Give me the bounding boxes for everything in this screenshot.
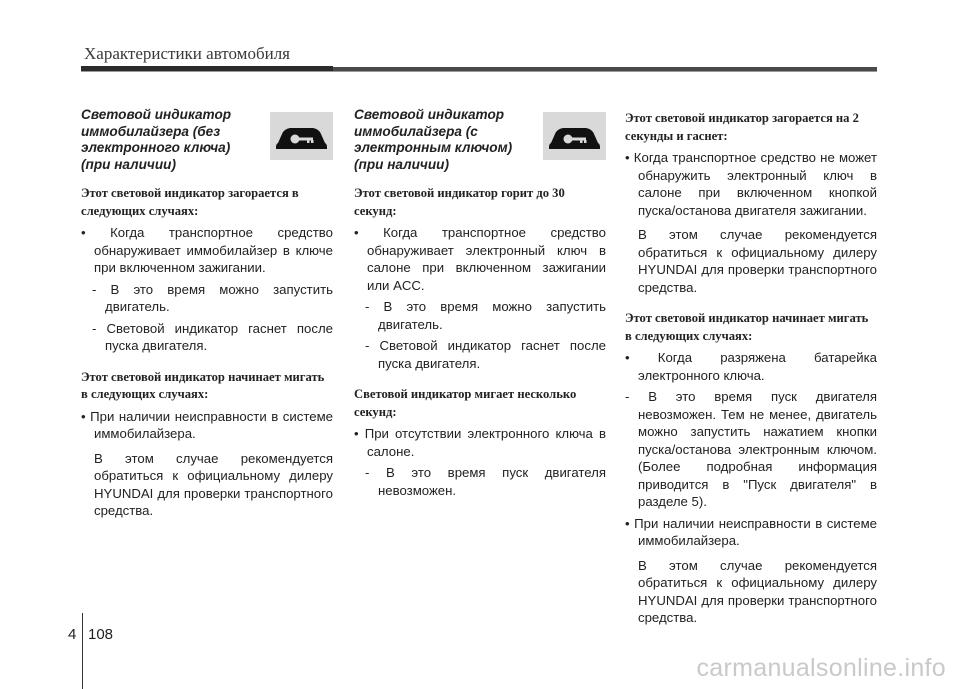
page-number: 108 — [88, 626, 114, 643]
column-immobilizer-no-smart-key — [81, 107, 333, 520]
list-item: • Когда транспортное средство обнаруживает электронный ключ в салоне при включенном зажигании или ACC. — [354, 225, 606, 293]
page-number-divider — [82, 613, 83, 689]
list-item: • При наличии неисправности в системе иммобилайзера. — [625, 515, 877, 548]
header-title: Характеристики автомобиля — [84, 44, 290, 63]
header-rule-thin — [81, 71, 877, 72]
list-item: • Когда разряжена батарейка электронного ключа. — [625, 350, 877, 383]
list-subitem: - В это время можно запустить двигатель. — [365, 299, 606, 332]
list-item: • При отсутствии электронного ключа в салоне. — [354, 426, 606, 459]
condition-heading: Этот световой индикатор загорается на 2 секунды и гаснет: — [625, 111, 859, 143]
condition-heading: Этот световой индикатор горит до 30 секунд: — [354, 186, 565, 218]
paragraph: В этом случае рекомендуется обратиться к официальному дилеру HYUNDAI для проверки транспортного средства. — [94, 450, 333, 518]
paragraph: В этом случае рекомендуется обратиться к официальному дилеру HYUNDAI для проверки транспортного средства. — [638, 227, 877, 295]
watermark: carmanualsonline.info — [696, 654, 946, 682]
condition-heading: Этот световой индикатор начинает мигать в следующих случаях: — [81, 369, 325, 401]
list-subitem: - Световой индикатор гаснет после пуска двигателя. — [92, 320, 333, 353]
column-immobilizer-smart-key — [354, 107, 606, 499]
list-subitem: - В это время пуск двигателя невозможен. — [365, 465, 606, 498]
condition-heading: Этот световой индикатор начинает мигать в следующих случаях: — [625, 311, 869, 343]
list-item: • При наличии неисправности в системе иммобилайзера. — [81, 408, 333, 441]
condition-heading: Световой индикатор мигает несколько секунд: — [354, 387, 577, 419]
list-item: - В это время пуск двигателя невозможен. Тем не менее, двигатель можно запустить нажатием кнопки пуска/останова электронным ключом. (Более подробная информация приводится в "Пуск двигателя" в разделе 5). — [625, 389, 877, 509]
header-rule-accent — [81, 66, 333, 71]
list-item: • Когда транспортное средство обнаруживает иммобилайзер в ключе при включенном зажигании. — [81, 225, 333, 275]
paragraph: В этом случае рекомендуется обратиться к официальному дилеру HYUNDAI для проверки транспортного средства. — [638, 557, 877, 625]
chapter-number: 4 — [68, 626, 77, 643]
section-title: Световой индикатор иммобилайзера (с электронным ключом) (при наличии) — [354, 107, 513, 172]
list-item: • Когда транспортное средство не может обнаружить электронный ключ в салоне при включенном кнопкой пуска/останова двигателя зажигании. — [625, 150, 877, 218]
car-key-indicator-icon — [543, 112, 606, 160]
list-subitem: - Световой индикатор гаснет после пуска двигателя. — [365, 338, 606, 371]
column-continued — [625, 107, 877, 627]
condition-heading: Этот световой индикатор загорается в следующих случаях: — [81, 186, 299, 218]
section-title: Световой индикатор иммобилайзера (без электронного ключа) (при наличии) — [81, 107, 232, 172]
car-key-indicator-icon — [270, 112, 333, 160]
list-subitem: - В это время можно запустить двигатель. — [92, 281, 333, 314]
